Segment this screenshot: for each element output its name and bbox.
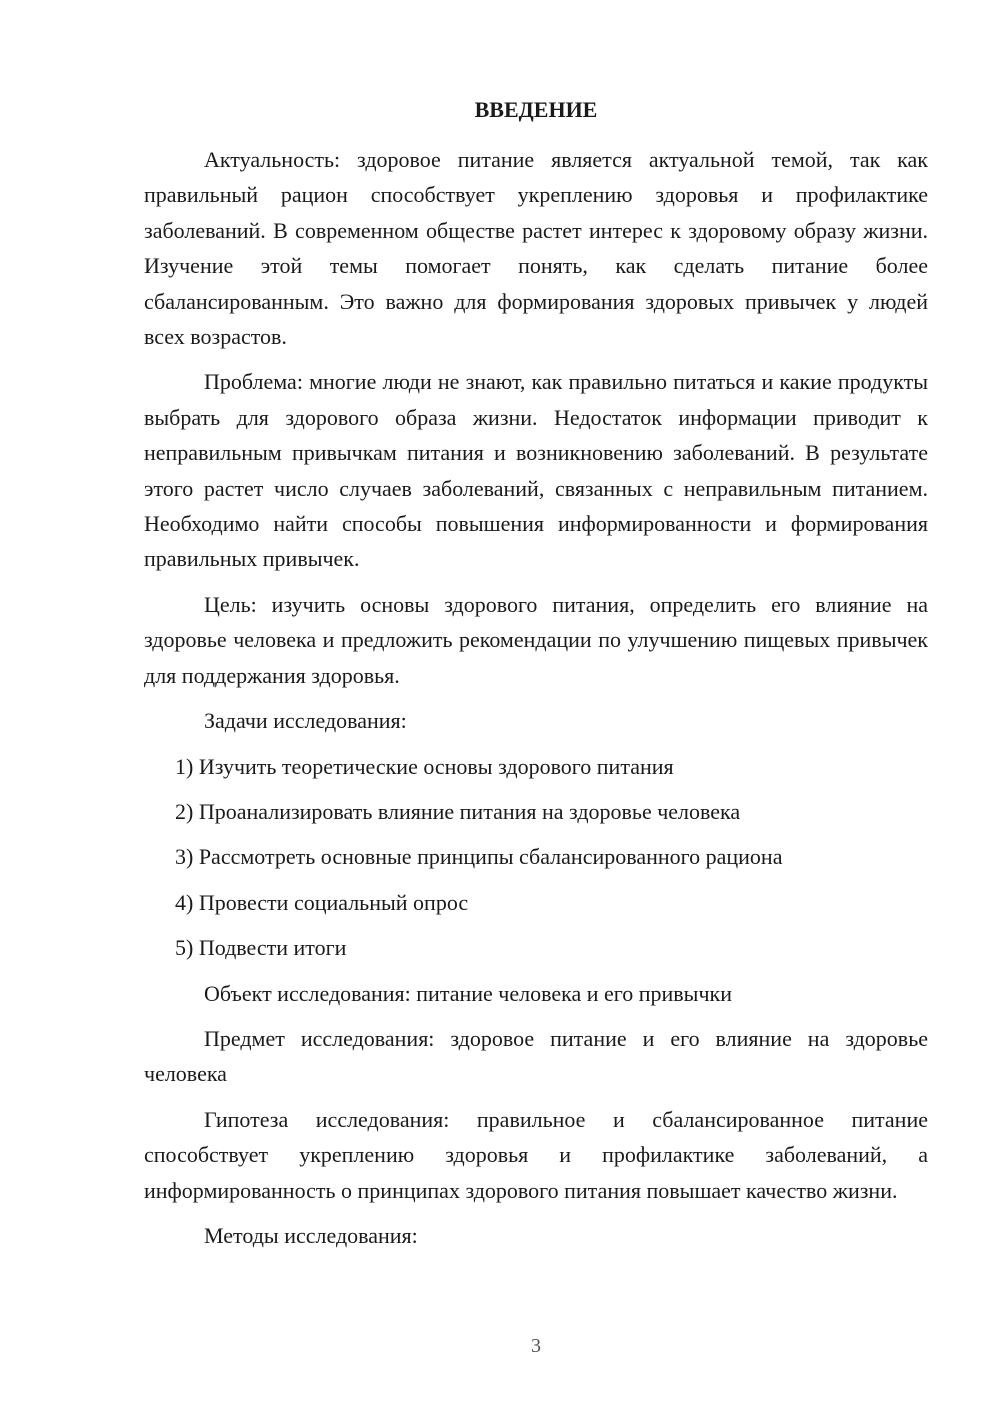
task-item: 4) Провести социальный опрос — [175, 889, 469, 915]
task-item: 5) Подвести итоги — [175, 935, 347, 961]
task-item: 3) Рассмотреть основные принципы сбалансированного рациона — [175, 844, 783, 870]
paragraph-goal: Цель: изучить основы здорового питания, определить его влияние на здоровье человека и предложить рекомендации по улучшению пищевых привычек для поддержания здоровья. — [144, 591, 928, 688]
task-item: 1) Изучить теоретические основы здорового питания — [175, 753, 674, 779]
tasks-heading: Задачи исследования: — [204, 708, 407, 734]
methods-heading: Методы исследования: — [204, 1222, 418, 1248]
task-item: 2) Проанализировать влияние питания на здоровье человека — [175, 798, 741, 824]
paragraph-hypothesis: Гипотеза исследования: правильное и сбалансированное питание способствует укреплению здоровья и профилактике заболеваний, а информированность о принципах здорового питания повышает качество жизни. — [144, 1106, 928, 1203]
document-body — [144, 142, 928, 1263]
paragraph-relevance: Актуальность: здоровое питание является актуальной темой, так как правильный рацион способствует укреплению здоровья и профилактике заболеваний. В современном обществе растет интерес к здоровому образу жизни. Изучение этой темы помогает понять, как сделать питание более сбалансированным. Это важно для формирования здоровых привычек у людей всех возрастов. — [144, 147, 928, 350]
page-number: 3 — [531, 1335, 541, 1357]
paragraph-problem: Проблема: многие люди не знают, как правильно питаться и какие продукты выбрать для здорового образа жизни. Недостаток информации приводит к неправильным привычкам питания и возникновению заболеваний. В результате этого растет число случаев заболеваний, связанных с неправильным питанием. Необходимо найти способы повышения информированности и формирования правильных привычек. — [144, 369, 928, 572]
paragraph-object: Объект исследования: питание человека и его привычки — [204, 980, 732, 1006]
section-title: ВВЕДЕНИЕ — [474, 97, 598, 122]
paragraph-subject: Предмет исследования: здоровое питание и его влияние на здоровье человека — [144, 1025, 928, 1087]
